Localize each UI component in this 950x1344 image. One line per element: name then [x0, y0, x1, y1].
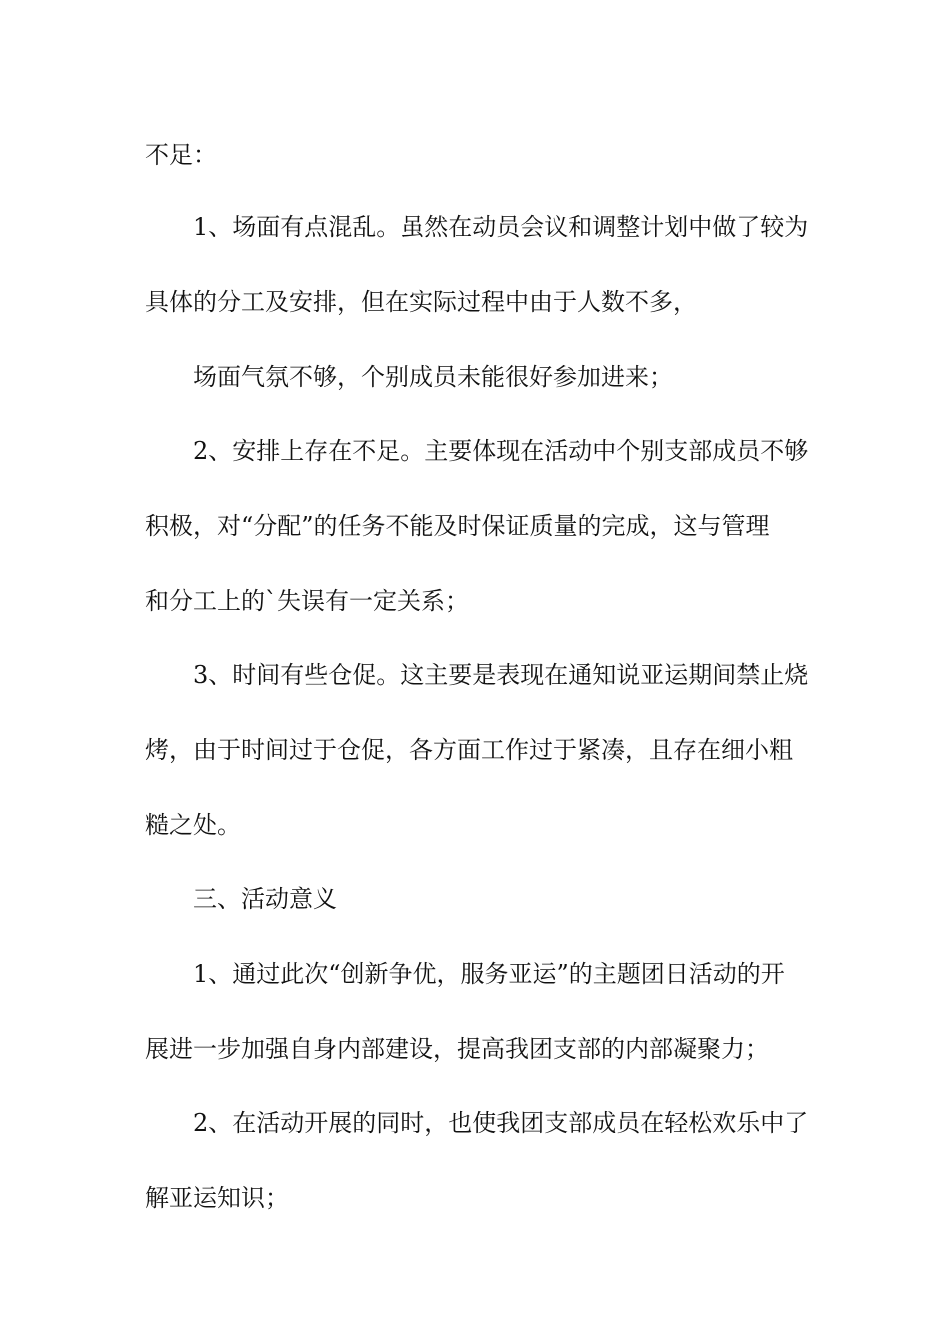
text-line: 积极，对“分配”的任务不能及时保证质量的完成，这与管理 [145, 512, 770, 540]
text-line: 不足： [145, 141, 217, 169]
text-line: 3、时间有些仓促。这主要是表现在通知说亚运期间禁止烧 [193, 661, 809, 689]
text-line: 场面气氛不够，个别成员未能很好参加进来； [193, 363, 673, 391]
text-line: 烤，由于时间过于仓促，各方面工作过于紧凑，且存在细小粗 [145, 736, 793, 764]
text-line: 展进一步加强自身内部建设，提高我团支部的内部凝聚力； [145, 1035, 769, 1063]
text-line: 糙之处。 [145, 811, 241, 839]
text-line: 1、场面有点混乱。虽然在动员会议和调整计划中做了较为 [193, 213, 809, 241]
section-heading: 三、活动意义 [193, 885, 337, 913]
text-line: 2、安排上存在不足。主要体现在活动中个别支部成员不够 [193, 437, 809, 465]
text-line: 和分工上的`失误有一定关系； [145, 587, 469, 615]
text-line: 具体的分工及安排，但在实际过程中由于人数不多， [145, 288, 697, 316]
text-line: 解亚运知识； [145, 1184, 289, 1212]
text-line: 2、在活动开展的同时，也使我团支部成员在轻松欢乐中了 [193, 1109, 809, 1137]
text-line: 1、通过此次“创新争优，服务亚运”的主题团日活动的开 [193, 960, 785, 988]
